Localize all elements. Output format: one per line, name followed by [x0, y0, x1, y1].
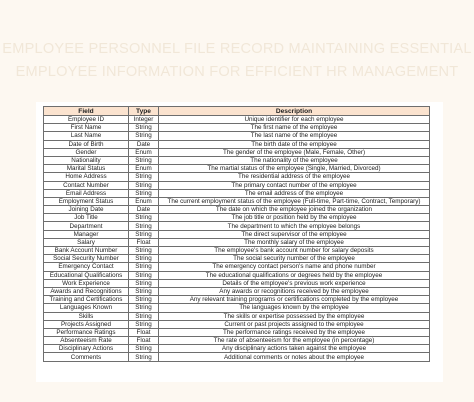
- cell-field: Educational Qualifications: [44, 271, 129, 279]
- cell-field: Joining Date: [44, 206, 129, 214]
- cell-field: Social Security Number: [44, 255, 129, 263]
- field-table: [43, 106, 430, 362]
- table-row: [44, 116, 430, 124]
- cell-description: The first name of the employee: [159, 124, 430, 132]
- cell-type: String: [129, 189, 159, 197]
- cell-description: Current or past projects assigned to the employee: [159, 320, 430, 328]
- table-row: [44, 279, 430, 287]
- table-row: [44, 238, 430, 246]
- table-row: [44, 353, 430, 361]
- table-row: [44, 271, 430, 279]
- table-row: [44, 140, 430, 148]
- cell-type: String: [129, 296, 159, 304]
- cell-type: Integer: [129, 116, 159, 124]
- cell-field: Training and Certifications: [44, 296, 129, 304]
- cell-type: String: [129, 304, 159, 312]
- cell-type: String: [129, 263, 159, 271]
- cell-description: The educational qualifications or degrees held by the employee: [159, 271, 430, 279]
- cell-type: String: [129, 345, 159, 353]
- cell-description: The nationality of the employee: [159, 156, 430, 164]
- cell-description: The residential address of the employee: [159, 173, 430, 181]
- cell-description: Additional comments or notes about the employee: [159, 353, 430, 361]
- table-row: [44, 247, 430, 255]
- cell-type: String: [129, 132, 159, 140]
- table-row: [44, 287, 430, 295]
- cell-field: Employee ID: [44, 116, 129, 124]
- cell-field: First Name: [44, 124, 129, 132]
- cell-description: The birth date of the employee: [159, 140, 430, 148]
- document-sheet: [36, 102, 443, 382]
- cell-field: Comments: [44, 353, 129, 361]
- table-row: [44, 189, 430, 197]
- cell-description: Any disciplinary actions taken against the employee: [159, 345, 430, 353]
- cell-field: Nationality: [44, 156, 129, 164]
- title-line-1: EMPLOYEE PERSONNEL FILE RECORD MAINTAINING ESSENTIAL: [2, 41, 472, 57]
- cell-type: String: [129, 214, 159, 222]
- table-header-row: [44, 107, 430, 116]
- table-row: [44, 156, 430, 164]
- cell-field: Date of Birth: [44, 140, 129, 148]
- table-row: [44, 296, 430, 304]
- cell-field: Performance Ratings: [44, 328, 129, 336]
- cell-description: The primary contact number of the employee: [159, 181, 430, 189]
- table-row: [44, 230, 430, 238]
- cell-description: Unique identifier for each employee: [159, 116, 430, 124]
- cell-type: String: [129, 222, 159, 230]
- cell-field: Bank Account Number: [44, 247, 129, 255]
- cell-field: Marital Status: [44, 165, 129, 173]
- cell-type: String: [129, 312, 159, 320]
- cell-description: The date on which the employee joined the organization: [159, 206, 430, 214]
- cell-field: Email Address: [44, 189, 129, 197]
- cell-field: Salary: [44, 238, 129, 246]
- table-row: [44, 165, 430, 173]
- cell-field: Absenteeism Rate: [44, 337, 129, 345]
- cell-description: The monthly salary of the employee: [159, 238, 430, 246]
- cell-field: Job Title: [44, 214, 129, 222]
- table-row: [44, 214, 430, 222]
- cell-field: Awards and Recognitions: [44, 287, 129, 295]
- cell-type: String: [129, 255, 159, 263]
- title-line-2: EMPLOYEE INFORMATION FOR EFFICIENT HR MANAGEMENT: [15, 64, 459, 80]
- cell-field: Employment Status: [44, 197, 129, 205]
- cell-description: The rate of absenteeism for the employee (in percentage): [159, 337, 430, 345]
- table-row: [44, 312, 430, 320]
- table-row: [44, 255, 430, 263]
- cell-description: The gender of the employee (Male, Female, Other): [159, 148, 430, 156]
- cell-description: The skills or expertise possessed by the employee: [159, 312, 430, 320]
- page-title: [0, 38, 474, 84]
- table-row: [44, 337, 430, 345]
- header-description: Description: [159, 107, 430, 116]
- cell-description: The languages known by the employee: [159, 304, 430, 312]
- table-row: [44, 181, 430, 189]
- cell-type: String: [129, 156, 159, 164]
- cell-field: Gender: [44, 148, 129, 156]
- cell-field: Department: [44, 222, 129, 230]
- cell-type: String: [129, 271, 159, 279]
- table-row: [44, 320, 430, 328]
- cell-description: The last name of the employee: [159, 132, 430, 140]
- table-body: [44, 116, 430, 362]
- cell-description: The direct supervisor of the employee: [159, 230, 430, 238]
- cell-description: The performance ratings received by the employee: [159, 328, 430, 336]
- cell-type: Enum: [129, 148, 159, 156]
- cell-description: The email address of the employee: [159, 189, 430, 197]
- cell-type: Date: [129, 206, 159, 214]
- cell-type: Enum: [129, 165, 159, 173]
- cell-type: String: [129, 320, 159, 328]
- table-row: [44, 132, 430, 140]
- cell-description: Any awards or recognitions received by the employee: [159, 287, 430, 295]
- cell-field: Manager: [44, 230, 129, 238]
- cell-field: Projects Assigned: [44, 320, 129, 328]
- table-row: [44, 124, 430, 132]
- cell-field: Home Address: [44, 173, 129, 181]
- table-row: [44, 222, 430, 230]
- table-row: [44, 197, 430, 205]
- cell-description: Any relevant training programs or certifications completed by the employee: [159, 296, 430, 304]
- cell-field: Emergency Contact: [44, 263, 129, 271]
- cell-type: Enum: [129, 197, 159, 205]
- cell-description: The current employment status of the employee (Full-time, Part-time, Contract, Temporary): [159, 197, 430, 205]
- cell-type: String: [129, 279, 159, 287]
- cell-field: Disciplinary Actions: [44, 345, 129, 353]
- cell-description: The department to which the employee belongs: [159, 222, 430, 230]
- header-field: Field: [44, 107, 129, 116]
- cell-type: String: [129, 230, 159, 238]
- cell-type: String: [129, 247, 159, 255]
- cell-field: Work Experience: [44, 279, 129, 287]
- cell-field: Last Name: [44, 132, 129, 140]
- cell-description: The emergency contact person's name and phone number: [159, 263, 430, 271]
- cell-type: String: [129, 287, 159, 295]
- cell-type: String: [129, 181, 159, 189]
- cell-type: Date: [129, 140, 159, 148]
- cell-field: Skills: [44, 312, 129, 320]
- cell-type: Float: [129, 328, 159, 336]
- cell-description: The employee's bank account number for salary deposits: [159, 247, 430, 255]
- cell-type: Float: [129, 337, 159, 345]
- cell-type: String: [129, 353, 159, 361]
- table-row: [44, 173, 430, 181]
- table-row: [44, 263, 430, 271]
- table-row: [44, 148, 430, 156]
- cell-field: Contact Number: [44, 181, 129, 189]
- table-row: [44, 304, 430, 312]
- cell-type: Float: [129, 238, 159, 246]
- table-row: [44, 328, 430, 336]
- cell-type: String: [129, 124, 159, 132]
- cell-field: Languages Known: [44, 304, 129, 312]
- cell-description: The job title or position held by the employee: [159, 214, 430, 222]
- table-row: [44, 206, 430, 214]
- cell-type: String: [129, 173, 159, 181]
- cell-description: Details of the employee's previous work experience: [159, 279, 430, 287]
- table-row: [44, 345, 430, 353]
- header-type: Type: [129, 107, 159, 116]
- cell-description: The social security number of the employee: [159, 255, 430, 263]
- cell-description: The martial status of the employee (Single, Married, Divorced): [159, 165, 430, 173]
